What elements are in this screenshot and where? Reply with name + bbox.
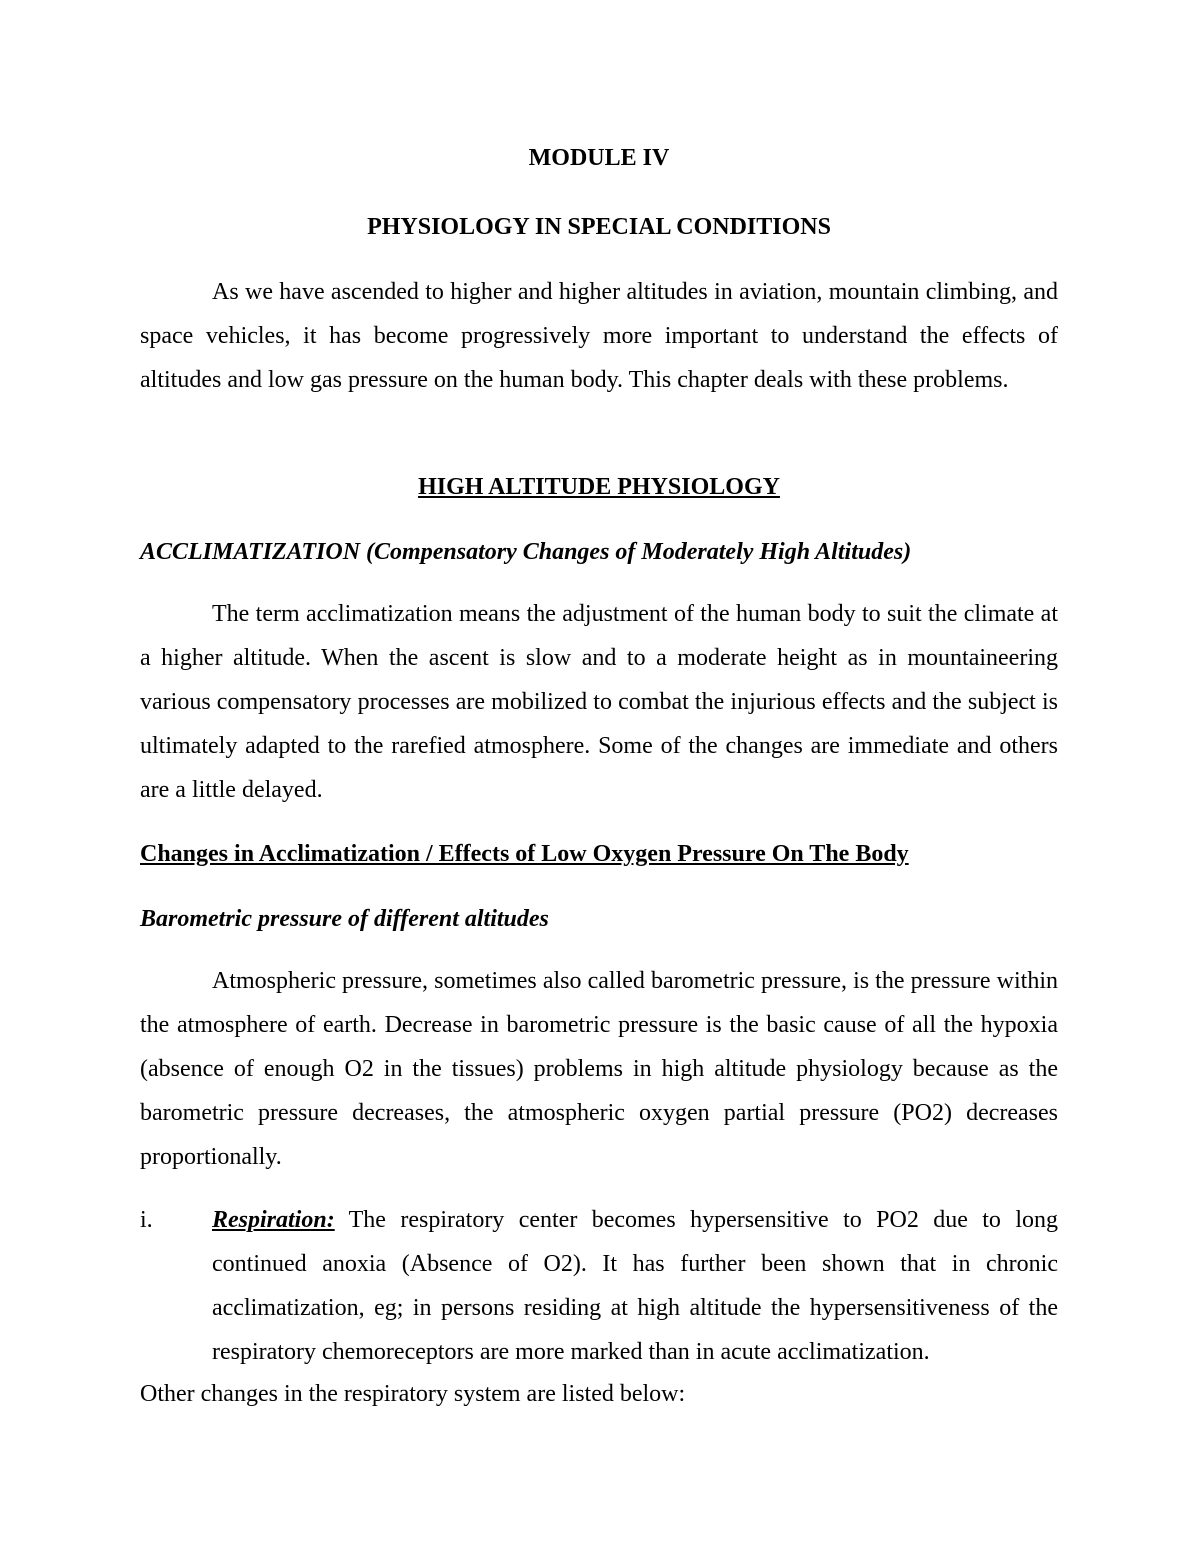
list-term: Respiration: bbox=[212, 1207, 335, 1233]
subsection-heading: ACCLIMATIZATION (Compensatory Changes of Moderately High Altitudes) bbox=[140, 539, 912, 565]
closing-line: Other changes in the respiratory system are listed below: bbox=[140, 1381, 686, 1407]
intro-paragraph: As we have ascended to higher and higher altitudes in aviation, mountain climbing, and space vehicles, it has become progressively more important to understand the effects of altitudes and low gas pressure on the human body. This chapter deals with these problems. bbox=[140, 279, 1058, 393]
acclimatization-paragraph: The term acclimatization means the adjustment of the human body to suit the climate at a higher altitude. When the ascent is slow and to a moderate height as in mountaineering various compensatory processes are mobilized to combat the injurious effects and the subject is ultimately adapted to the rarefied atmosphere. Some of the changes are immediate and others are a little delayed. bbox=[140, 601, 1058, 803]
list-body bbox=[212, 1198, 1058, 1374]
list-text: The respiratory center becomes hypersensitive to PO2 due to long continued anoxia (Absence of O2). It has further been shown that in chronic acclimatization, eg; in persons residing at high altitude the hypersensitiveness of the respiratory chemoreceptors are more marked than in acute acclimatization. bbox=[212, 1207, 1058, 1365]
barometric-heading: Barometric pressure of different altitudes bbox=[140, 906, 549, 932]
module-title: MODULE IV bbox=[528, 145, 670, 171]
chapter-title: PHYSIOLOGY IN SPECIAL CONDITIONS bbox=[367, 214, 831, 240]
barometric-paragraph: Atmospheric pressure, sometimes also called barometric pressure, is the pressure within the atmosphere of earth. Decrease in barometric pressure is the basic cause of all the hypoxia (absence of enough O2 in the tissues) problems in high altitude physiology because as the barometric pressure decreases, the atmospheric oxygen partial pressure (PO2) decreases proportionally. bbox=[140, 968, 1058, 1170]
section-heading: HIGH ALTITUDE PHYSIOLOGY bbox=[418, 474, 780, 500]
list-marker: i. bbox=[140, 1207, 153, 1233]
changes-heading: Changes in Acclimatization / Effects of Low Oxygen Pressure On The Body bbox=[140, 841, 909, 867]
